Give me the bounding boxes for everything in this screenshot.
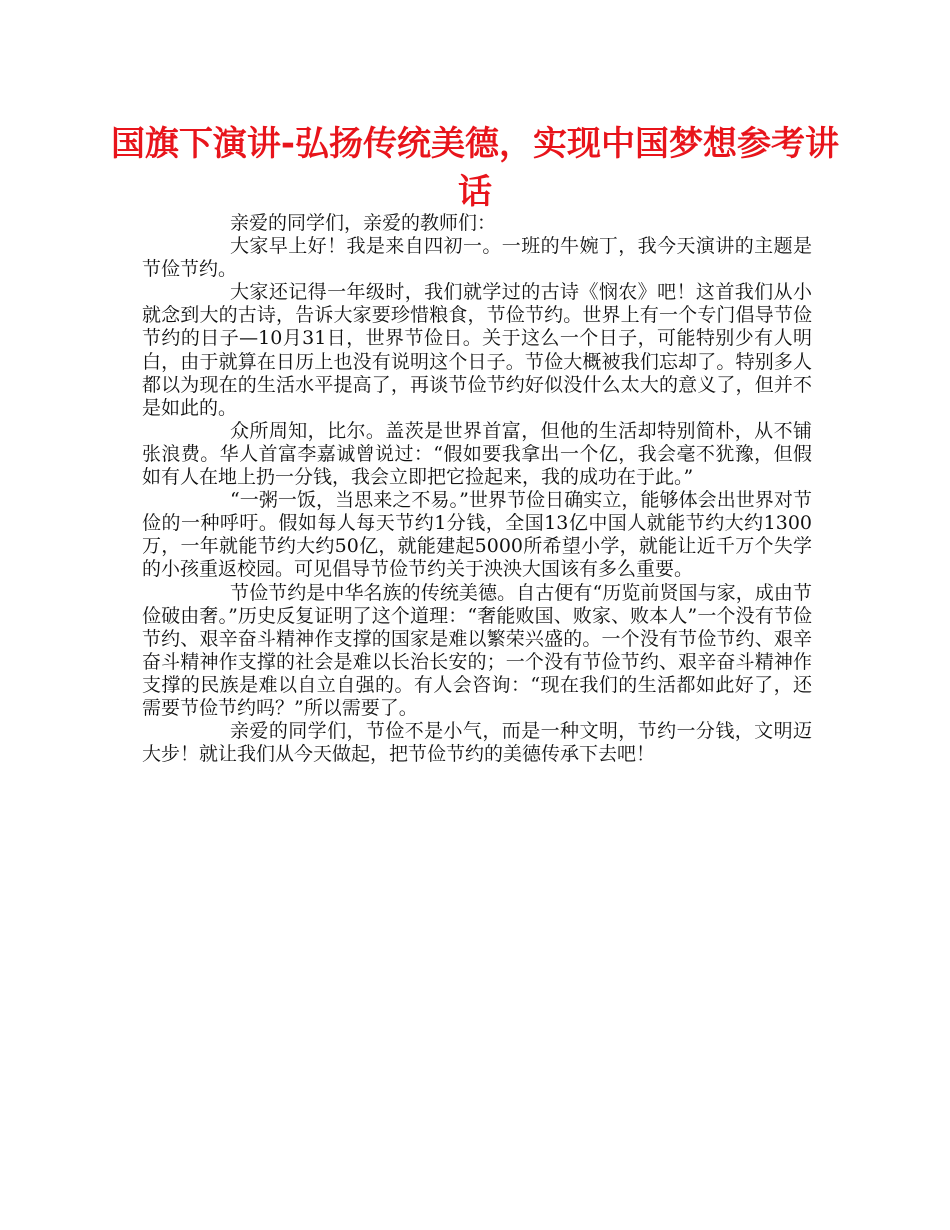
document-body [142,212,812,766]
paragraph-poem: 大家还记得一年级时，我们就学过的古诗《悯农》吧！这首我们从小就念到大的古诗，告诉大家要珍惜粮食，节俭节约。世界上有一个专门倡导节俭节约的日子—10月31日，世界节俭日。关于这么一个日子，可能特别少有人明白，由于就算在日历上也没有说明这个日子。节俭大概被我们忘却了。特别多人都以为现在的生活水平提高了，再谈节俭节约好似没什么太大的意义了，但并不是如此的。 [142,281,812,419]
paragraph-saving-day: “一粥一饭，当思来之不易。”世界节俭日确实立，能够体会出世界对节俭的一种呼吁。假如每人每天节约1分钱，全国13亿中国人就能节约大约1300万，一年就能节约大约50亿，就能建起5000所希望小学，就能让近千万个失学的小孩重返校园。可见倡导节俭节约关于泱泱大国该有多么重要。 [142,489,812,581]
paragraph-closing: 亲爱的同学们，节俭不是小气，而是一种文明，节约一分钱，文明迈大步！就让我们从今天做起，把节俭节约的美德传承下去吧！ [142,720,812,766]
paragraph-intro: 大家早上好！我是来自四初一。一班的牛婉丁，我今天演讲的主题是节俭节约。 [142,235,812,281]
paragraph-tradition: 节俭节约是中华名族的传统美德。自古便有“历览前贤国与家，成由节俭破由奢。”历史反复证明了这个道理：“奢能败国、败家、败本人”一个没有节俭节约、艰辛奋斗精神作支撑的国家是难以繁荣兴盛的。一个没有节俭节约、艰辛奋斗精神作支撑的社会是难以长治长安的；一个没有节俭节约、艰辛奋斗精神作支撑的民族是难以自立自强的。有人会咨询：“现在我们的生活都如此好了，还需要节俭节约吗？”所以需要了。 [142,581,812,719]
document-title: 国旗下演讲-弘扬传统美德，实现中国梦想参考讲话 [110,124,840,212]
paragraph-greeting: 亲爱的同学们，亲爱的教师们： [230,212,497,234]
paragraph-examples: 众所周知，比尔。盖茨是世界首富，但他的生活却特别简朴，从不铺张浪费。华人首富李嘉诚曾说过：“假如要我拿出一个亿，我会毫不犹豫，但假如有人在地上扔一分钱，我会立即把它捡起来，我的成功在于此。” [142,419,812,489]
